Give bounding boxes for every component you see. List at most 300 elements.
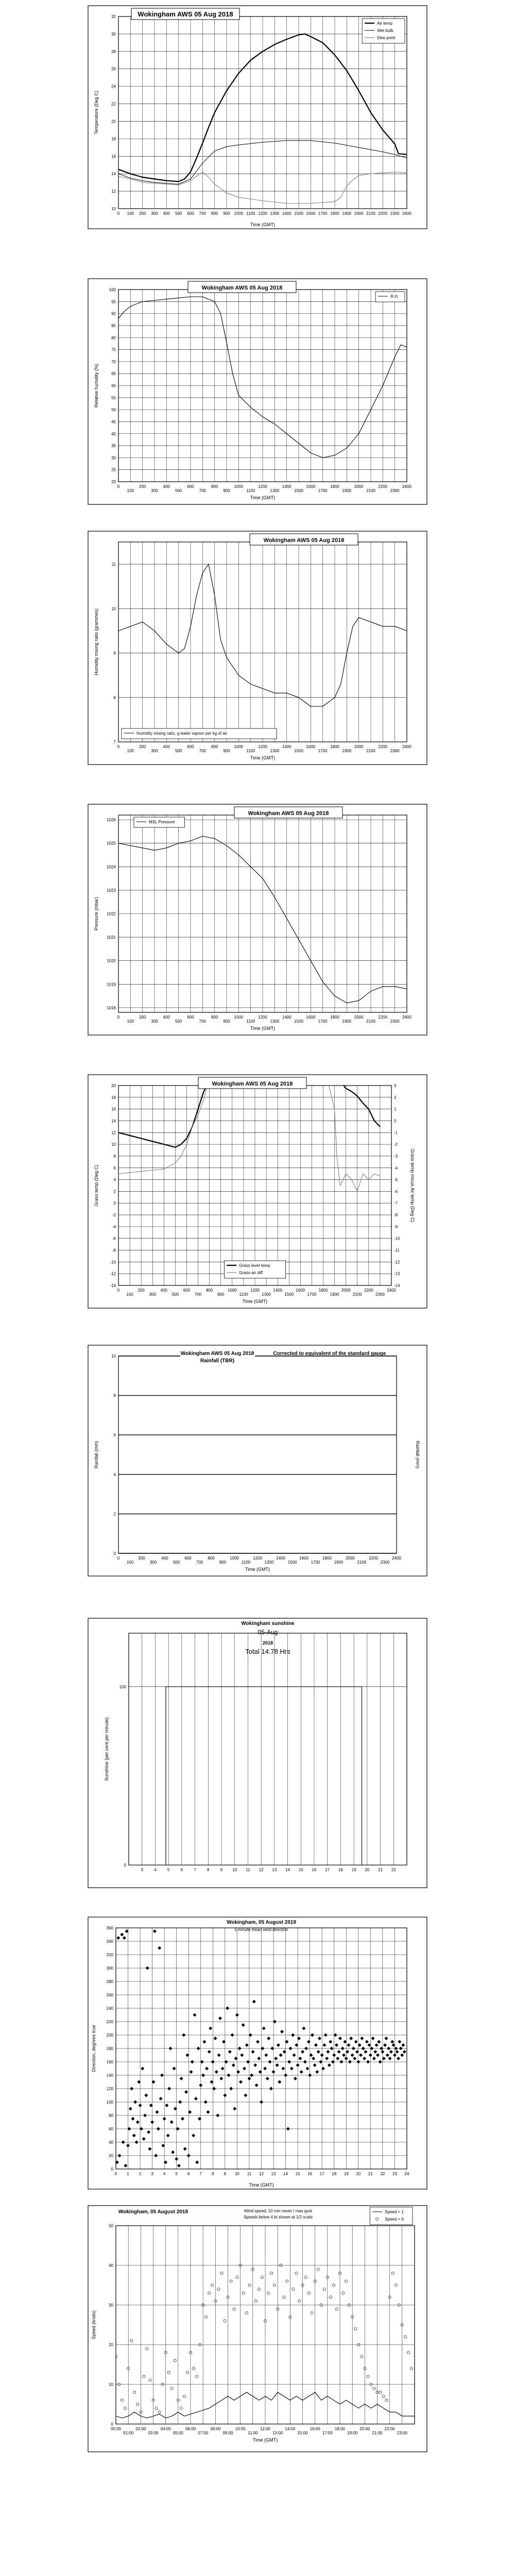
x-tick-label: 18 <box>332 2172 337 2176</box>
x-tick-label: 3 <box>141 1868 143 1872</box>
y-tick-label: 12 <box>111 189 116 194</box>
x-tick-label: 2000 <box>354 211 364 216</box>
x-tick-label: 2300 <box>390 488 400 493</box>
x-tick-label: 1100 <box>246 749 255 753</box>
x-tick-label: 1500 <box>294 488 303 493</box>
y-tick-label: 10 <box>111 207 116 211</box>
y2-tick-label: -12 <box>394 1260 400 1265</box>
x-tick-label: 2300 <box>390 1019 400 1024</box>
x-tick-label: 300 <box>151 749 158 753</box>
x-tick-label: 800 <box>211 211 218 216</box>
y2-tick-label: 1 <box>394 1107 397 1112</box>
x-tick-label: 700 <box>199 1019 207 1024</box>
y2-tick-label: -14 <box>394 1283 400 1288</box>
x-axis-label: Time (GMT) <box>242 1299 268 1304</box>
x-tick-label: 10 <box>232 1868 237 1872</box>
x-tick-label: 100 <box>126 1560 134 1565</box>
y-tick-label: 30 <box>111 455 116 461</box>
x-tick-label: 1800 <box>330 744 339 749</box>
y-tick-label: 6 <box>113 1165 116 1171</box>
y-tick-label: 1019 <box>107 982 116 987</box>
x-tick-label: 17 <box>319 2172 324 2176</box>
chart-subtitle: Rainfall (TBR) <box>200 1358 235 1364</box>
y-tick-label: 10 <box>111 606 116 612</box>
x-tick-label: 2300 <box>380 1560 390 1565</box>
x-tick-label: 1200 <box>253 1556 262 1561</box>
y-tick-label: 40 <box>111 431 116 436</box>
y-tick-label: 1025 <box>107 841 116 846</box>
y-tick-label: 200 <box>106 2033 113 2038</box>
x-tick-label: 06:00 <box>185 2427 196 2431</box>
y-tick-label: -4 <box>112 1224 116 1229</box>
y-tick-label: -8 <box>112 1248 116 1253</box>
x-axis-label: Time (GMT) <box>250 222 276 227</box>
y-tick-label: 32 <box>111 14 116 19</box>
x-tick-label: 1700 <box>318 488 328 493</box>
y-tick-label: 6 <box>113 1433 116 1438</box>
y2-tick-label: 3 <box>394 1083 397 1088</box>
x-tick-label: 500 <box>173 1560 180 1565</box>
x-tick-label: 13 <box>271 2172 276 2176</box>
y2-tick-label: -10 <box>394 1236 400 1241</box>
x-tick-label: 04:00 <box>160 2427 171 2431</box>
x-tick-label: 07:00 <box>198 2431 209 2435</box>
x-tick-label: 19 <box>344 2172 349 2176</box>
y-tick-label: 11 <box>111 562 116 567</box>
x-tick-label: 23 <box>392 2172 397 2176</box>
y2-tick-label: -6 <box>394 1189 398 1194</box>
x-tick-label: 1600 <box>306 211 316 216</box>
x-tick-label: 2300 <box>375 1292 385 1297</box>
x-tick-label: 03:00 <box>148 2431 159 2435</box>
x-tick-label: 14 <box>283 2172 288 2176</box>
x-axis-label: Time (GMT) <box>249 2182 274 2188</box>
x-tick-label: 2400 <box>402 484 411 489</box>
x-tick-label: 6 <box>180 1868 183 1872</box>
y-tick-label: 4 <box>113 1472 116 1477</box>
y-tick-label: 2 <box>113 1189 116 1194</box>
x-tick-label: 2200 <box>378 1015 388 1020</box>
x-tick-label: 14 <box>285 1868 290 1872</box>
y-axis-label: Humidity mixing ratio (grammes) <box>94 608 99 675</box>
y-tick-label: 1026 <box>107 818 116 823</box>
y-axis-label: Relative humidity (%) <box>94 363 99 408</box>
x-tick-label: 500 <box>175 211 182 216</box>
x-tick-label: 1800 <box>318 1288 328 1293</box>
x-tick-label: 1600 <box>299 1556 308 1561</box>
x-tick-label: 2300 <box>390 749 400 753</box>
x-tick-label: 1100 <box>239 1292 248 1297</box>
y-tick-label: 20 <box>111 480 116 484</box>
x-axis-label: Time (GMT) <box>250 1026 276 1031</box>
chart-note: Corrected to equivalent of the standard gauge <box>273 1351 386 1357</box>
y-tick-label: 10 <box>109 2382 113 2387</box>
x-tick-label: 1300 <box>270 749 280 753</box>
x-tick-label: 2100 <box>352 1292 362 1297</box>
chart-title: Wokingham AWS 05 Aug 2018 <box>212 1081 293 1087</box>
mixing-ratio-chart-panel <box>88 531 427 765</box>
y-axis-label: Temperature (Deg C) <box>94 91 99 134</box>
x-tick-label: 100 <box>127 488 134 493</box>
x-tick-label: 2200 <box>378 484 388 489</box>
x-tick-label: 1800 <box>322 1556 332 1561</box>
x-tick-label: 600 <box>187 744 194 749</box>
chart-title: Wokingham sunshine <box>241 1621 295 1626</box>
air-temperature-chart <box>88 5 427 229</box>
x-axis-label: Time (GMT) <box>252 2437 278 2443</box>
x-tick-label: 1000 <box>227 1288 237 1293</box>
x-tick-label: 200 <box>138 1288 145 1293</box>
x-tick-label: 300 <box>151 211 158 216</box>
x-tick-label: 1100 <box>246 211 255 216</box>
x-tick-label: 1200 <box>250 1288 260 1293</box>
x-tick-label: 200 <box>139 1015 146 1020</box>
x-tick-label: 200 <box>139 744 146 749</box>
y-tick-label: 10 <box>111 1354 116 1359</box>
x-tick-label: 10 <box>234 2172 239 2176</box>
y2-tick-label: 0 <box>394 1118 397 1124</box>
x-tick-label: 2400 <box>402 211 411 216</box>
x-tick-label: 1700 <box>318 749 328 753</box>
y-tick-label: 55 <box>111 395 116 400</box>
x-tick-label: 2000 <box>354 744 364 749</box>
y2-tick-label: -13 <box>394 1272 400 1277</box>
x-tick-label: 100 <box>126 1292 133 1297</box>
y-tick-label: 18 <box>111 137 116 142</box>
x-tick-label: 1300 <box>264 1560 274 1565</box>
x-tick-label: 700 <box>199 211 207 216</box>
mixing-ratio-chart <box>88 531 427 765</box>
x-axis-label: Time (GMT) <box>250 495 276 500</box>
x-tick-label: 700 <box>199 749 207 753</box>
y2-tick-label: -7 <box>394 1201 398 1206</box>
x-tick-label: 500 <box>175 488 182 493</box>
y-axis-label: Speed (knots) <box>91 2310 96 2340</box>
y-tick-label: 16 <box>111 1107 116 1112</box>
y-tick-label: 22 <box>111 101 116 107</box>
x-tick-label: 1400 <box>273 1288 283 1293</box>
y2-axis-label: Rainfall (mm) <box>415 1440 420 1469</box>
x-tick-label: 22:00 <box>384 2427 395 2431</box>
y-tick-label: 2 <box>113 1512 116 1517</box>
x-tick-label: 8 <box>207 1868 210 1872</box>
y-tick-label: 20 <box>109 2343 113 2347</box>
x-tick-label: 18:00 <box>334 2427 346 2431</box>
x-tick-label: 2100 <box>366 211 375 216</box>
x-tick-label: 0 <box>117 744 120 749</box>
x-tick-label: 11 <box>247 2172 252 2176</box>
y-tick-label: 0 <box>124 1863 126 1868</box>
x-tick-label: 800 <box>211 744 218 749</box>
x-tick-label: 300 <box>149 1560 157 1565</box>
chart-title: Wokingham, 05 August 2018 <box>226 1920 297 1925</box>
x-tick-label: 19:00 <box>347 2431 358 2435</box>
x-tick-label: 1500 <box>294 211 303 216</box>
x-tick-label: 300 <box>149 1292 156 1297</box>
panel-frame <box>88 1618 427 1888</box>
x-tick-label: 1200 <box>258 211 267 216</box>
y-tick-label: 30 <box>111 31 116 37</box>
x-tick-label: 1300 <box>270 1019 280 1024</box>
y2-tick-label: -2 <box>394 1142 398 1147</box>
x-tick-label: 900 <box>223 211 230 216</box>
y-tick-label: 320 <box>106 1953 113 1957</box>
y-tick-label: 10 <box>111 1142 116 1147</box>
x-tick-label: 1000 <box>230 1556 239 1561</box>
x-tick-label: 2400 <box>402 1015 411 1020</box>
x-tick-label: 22 <box>380 2172 385 2176</box>
panel-frame <box>88 1345 427 1576</box>
pressure-chart <box>88 804 427 1036</box>
x-tick-label: 100 <box>127 1019 134 1024</box>
y-tick-label: 100 <box>106 2100 113 2105</box>
y-tick-label: 0 <box>111 2167 113 2172</box>
rainfall-chart-panel <box>88 1345 427 1577</box>
x-tick-label: 2100 <box>366 749 375 753</box>
x-tick-label: 1000 <box>234 484 244 489</box>
chart-subtitle: 5 minute mean wind direction <box>234 1927 288 1932</box>
y-tick-label: 8 <box>113 1393 116 1398</box>
x-tick-label: 3 <box>151 2172 153 2176</box>
y2-tick-label: -1 <box>394 1130 398 1136</box>
x-tick-label: 1900 <box>330 1292 339 1297</box>
y-tick-label: 0 <box>111 2422 113 2427</box>
chart-total: Total 14.78 Hrs <box>245 1648 290 1655</box>
x-tick-label: 900 <box>223 749 230 753</box>
x-tick-label: 1400 <box>276 1556 285 1561</box>
x-tick-label: 15 <box>295 2172 300 2176</box>
y-tick-label: 160 <box>106 2060 113 2064</box>
y-tick-label: 1021 <box>107 935 116 940</box>
x-tick-label: 300 <box>151 488 158 493</box>
x-tick-label: 1400 <box>282 484 291 489</box>
x-tick-label: 500 <box>171 1292 179 1297</box>
x-tick-label: 0 <box>114 2172 117 2176</box>
x-tick-label: 1900 <box>342 211 352 216</box>
x-tick-label: 1700 <box>311 1560 320 1565</box>
x-tick-label: 900 <box>219 1560 227 1565</box>
y-tick-label: 100 <box>119 1684 126 1689</box>
y-tick-label: 85 <box>111 323 116 328</box>
y-tick-label: 75 <box>111 347 116 352</box>
x-tick-label: 1900 <box>334 1560 344 1565</box>
chart-subtitle-2: Speeds below 4 kt shown at 1/2 scale <box>244 2215 313 2219</box>
y-tick-label: 30 <box>109 2303 113 2308</box>
legend-label: Speed > 6 <box>385 2217 404 2222</box>
y-axis-label: Grass temp (Deg C) <box>94 1164 99 1207</box>
x-tick-label: 2000 <box>354 1015 364 1020</box>
x-tick-label: 1600 <box>296 1288 305 1293</box>
y-tick-label: -14 <box>110 1283 116 1288</box>
x-tick-label: 08:00 <box>210 2427 221 2431</box>
x-tick-label: 24 <box>404 2172 409 2176</box>
y2-axis-label: Grass temp minus Air temp (Deg C) <box>410 1148 415 1223</box>
x-tick-label: 1600 <box>306 744 316 749</box>
x-tick-label: 17 <box>325 1868 330 1872</box>
chart-title: Wokingham, 05 August 2018 <box>118 2209 188 2215</box>
y-tick-label: 120 <box>106 2087 113 2091</box>
x-tick-label: 700 <box>199 488 207 493</box>
x-tick-label: 2100 <box>357 1560 367 1565</box>
x-tick-label: 2200 <box>369 1556 378 1561</box>
y-axis-label: Rainfall (mm) <box>94 1440 99 1469</box>
x-tick-label: 200 <box>139 211 146 216</box>
x-tick-label: 22 <box>391 1868 396 1872</box>
x-tick-label: 400 <box>163 1015 170 1020</box>
y2-tick-label: -4 <box>394 1165 398 1171</box>
y-tick-label: 0 <box>113 1201 116 1206</box>
y-axis-label: Direction, degrees true <box>91 2025 96 2072</box>
x-tick-label: 1900 <box>342 488 352 493</box>
x-tick-label: 1200 <box>258 484 267 489</box>
x-tick-label: 400 <box>160 1288 168 1293</box>
x-tick-label: 2000 <box>346 1556 355 1561</box>
rainfall-chart <box>88 1345 427 1577</box>
wind-direction-chart-panel <box>88 1917 427 2190</box>
chart-title: Wokingham AWS 05 Aug 2018 <box>138 10 233 18</box>
chart-date: 05-Aug <box>258 1629 278 1636</box>
y-tick-label: 8 <box>113 695 116 700</box>
y-tick-label: 70 <box>111 359 116 364</box>
x-tick-label: 19 <box>351 1868 356 1872</box>
x-tick-label: 400 <box>163 211 170 216</box>
chart-title: Wokingham AWS 05 Aug 2018 <box>248 810 329 817</box>
legend-label: Humidity mixing ratio, g water vapour per kg of air <box>136 731 228 736</box>
x-tick-label: 2 <box>139 2172 142 2176</box>
y-tick-label: 9 <box>113 651 116 656</box>
x-tick-label: 1500 <box>294 749 303 753</box>
pressure-chart-panel <box>88 804 427 1036</box>
x-tick-label: 700 <box>196 1560 203 1565</box>
y-tick-label: 1024 <box>107 865 116 870</box>
y-tick-label: 240 <box>106 2006 113 2011</box>
x-tick-label: 1200 <box>258 1015 267 1020</box>
air-temperature-chart-panel <box>88 5 427 229</box>
x-tick-label: 1200 <box>258 744 267 749</box>
y-tick-label: 40 <box>109 2263 113 2268</box>
x-tick-label: 100 <box>127 211 134 216</box>
x-tick-label: 1700 <box>307 1292 317 1297</box>
y-tick-label: 1022 <box>107 911 116 917</box>
y-tick-label: 0 <box>113 1551 116 1556</box>
x-tick-label: 15:00 <box>297 2431 308 2435</box>
x-tick-label: 1600 <box>306 484 316 489</box>
y-tick-label: 60 <box>109 2127 113 2131</box>
x-tick-label: 1500 <box>287 1560 297 1565</box>
y-tick-label: 95 <box>111 299 116 304</box>
x-tick-label: 800 <box>211 484 218 489</box>
y-tick-label: 80 <box>111 335 116 341</box>
x-tick-label: 0 <box>117 1556 120 1561</box>
x-tick-label: 2100 <box>366 1019 375 1024</box>
x-tick-label: 21 <box>378 1868 383 1872</box>
y-tick-label: 340 <box>106 1939 113 1944</box>
x-tick-label: 2300 <box>390 211 400 216</box>
x-tick-label: 0 <box>117 484 120 489</box>
x-tick-label: 23:00 <box>397 2431 407 2435</box>
x-tick-label: 400 <box>161 1556 168 1561</box>
y-tick-label: 14 <box>111 1118 116 1124</box>
x-tick-label: 2200 <box>378 744 388 749</box>
x-tick-label: 1500 <box>284 1292 294 1297</box>
x-tick-label: 12 <box>259 1868 264 1872</box>
x-tick-label: 17:00 <box>322 2431 333 2435</box>
x-tick-label: 2200 <box>364 1288 373 1293</box>
legend-label: R.H. <box>390 294 399 299</box>
x-tick-label: 500 <box>175 1019 182 1024</box>
x-tick-label: 200 <box>139 484 146 489</box>
y-tick-label: 280 <box>106 1979 113 1984</box>
x-tick-label: 16:00 <box>310 2427 320 2431</box>
x-tick-label: 7 <box>194 1868 196 1872</box>
x-tick-label: 8 <box>212 2172 214 2176</box>
x-tick-label: 12:00 <box>260 2427 271 2431</box>
y-tick-label: 50 <box>109 2224 113 2228</box>
x-tick-label: 10:00 <box>235 2427 246 2431</box>
y-tick-label: -6 <box>112 1236 116 1241</box>
x-tick-label: 13 <box>272 1868 277 1872</box>
x-tick-label: 1700 <box>318 211 328 216</box>
x-tick-label: 500 <box>175 749 182 753</box>
x-tick-label: 1800 <box>330 484 339 489</box>
x-tick-label: 05:00 <box>173 2431 183 2435</box>
y-tick-label: 12 <box>111 1130 116 1136</box>
y-tick-label: -10 <box>110 1260 116 1265</box>
x-tick-label: 4 <box>154 1868 157 1872</box>
legend-label: Dew point <box>377 36 396 40</box>
x-tick-label: 00:00 <box>110 2427 122 2431</box>
x-tick-label: 20 <box>356 2172 361 2176</box>
x-tick-label: 1 <box>127 2172 129 2176</box>
panel-frame <box>88 279 427 504</box>
wind-speed-chart <box>88 2205 427 2452</box>
x-tick-label: 1600 <box>306 1015 316 1020</box>
x-tick-label: 1400 <box>282 211 291 216</box>
x-tick-label: 1700 <box>318 1019 328 1024</box>
grass-temperature-chart <box>88 1074 427 1309</box>
chart-title: Wokingham AWS 05 Aug 2018 <box>201 285 283 291</box>
y-tick-label: 4 <box>113 1177 116 1182</box>
x-tick-label: 1500 <box>294 1019 303 1024</box>
y-tick-label: 1018 <box>107 1005 116 1010</box>
x-axis-label: Time (GMT) <box>250 755 276 760</box>
y-tick-label: 24 <box>111 84 116 89</box>
y-tick-label: 45 <box>111 419 116 425</box>
y-tick-label: 35 <box>111 444 116 449</box>
x-tick-label: 20:00 <box>359 2427 370 2431</box>
y2-tick-label: -9 <box>394 1224 398 1229</box>
x-tick-label: 900 <box>217 1292 225 1297</box>
y-tick-label: -2 <box>112 1213 116 1218</box>
chart-subtitle: Wind speed, 10 min mean / max gust <box>244 2209 313 2213</box>
x-tick-label: 600 <box>183 1288 191 1293</box>
x-tick-label: 1100 <box>241 1560 251 1565</box>
y-tick-label: 1020 <box>107 958 116 963</box>
x-tick-label: 2400 <box>392 1556 401 1561</box>
x-tick-label: 700 <box>194 1292 202 1297</box>
y-tick-label: -12 <box>110 1272 116 1277</box>
legend-label: Wet bulb <box>377 28 393 33</box>
x-tick-label: 01:00 <box>123 2431 134 2435</box>
x-tick-label: 0 <box>117 211 120 216</box>
chart-title: Wokingham AWS 05 Aug 2018 <box>180 1351 254 1357</box>
y-tick-label: 260 <box>106 1993 113 1997</box>
y-tick-label: 300 <box>106 1966 113 1971</box>
x-tick-label: 5 <box>167 1868 170 1872</box>
x-tick-label: 16 <box>312 1868 317 1872</box>
x-tick-label: 400 <box>163 484 170 489</box>
x-tick-label: 1300 <box>270 488 280 493</box>
